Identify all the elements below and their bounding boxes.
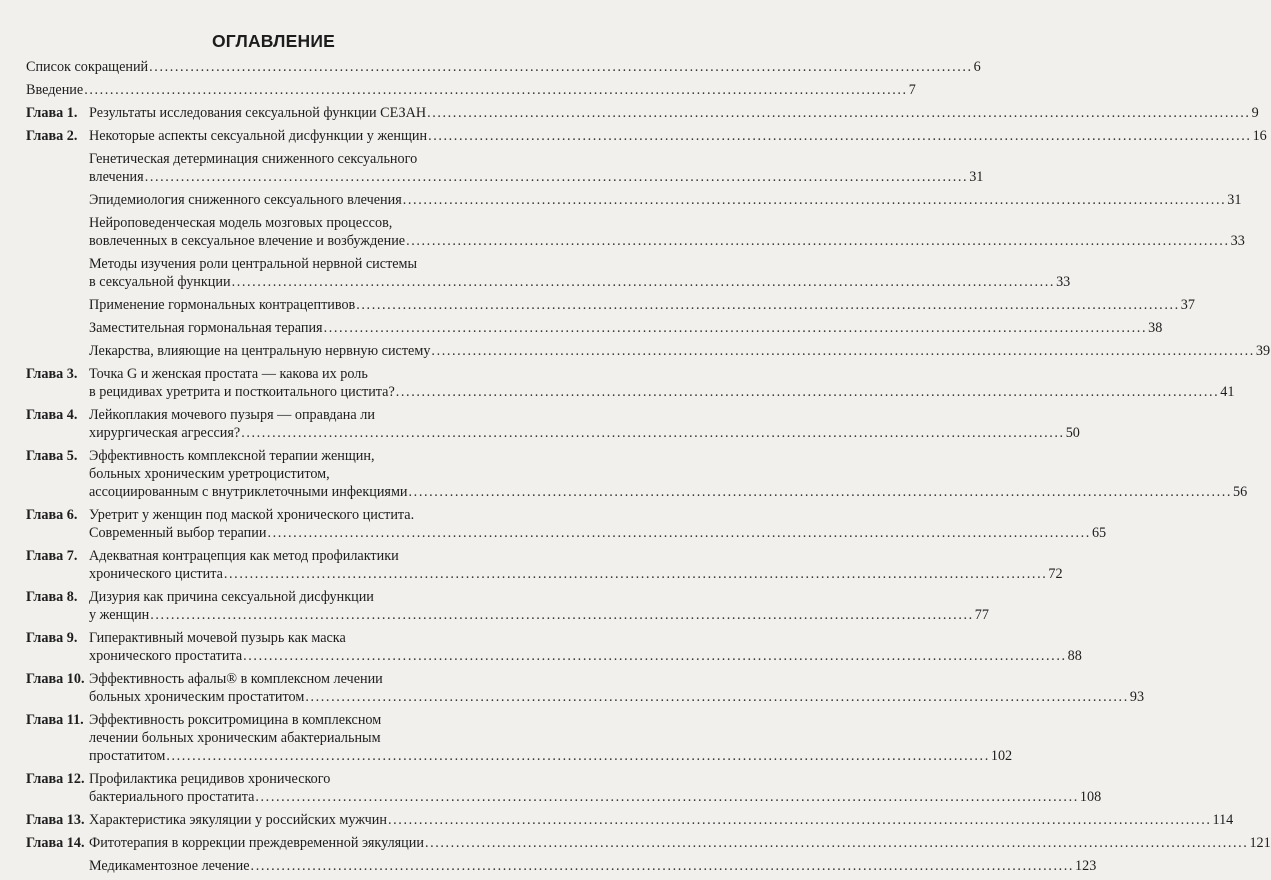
chapter-label: Глава 7.: [26, 548, 78, 564]
entry-title: [89, 342, 1271, 360]
entry-title: [89, 629, 1082, 665]
chapter-label: Глава 13.: [26, 812, 85, 828]
dot-leader: [255, 788, 1079, 806]
entry-line: Медикаментозное лечение: [89, 858, 250, 874]
entry-title: [89, 770, 1102, 806]
entry-title: [89, 296, 1195, 314]
entry-line: Результаты исследования сексуальной функции СЕЗАН: [89, 105, 427, 121]
dot-leader: [232, 273, 1056, 291]
entry-title: [89, 588, 989, 624]
chapter-label: Глава 9.: [26, 630, 78, 646]
entry-line: лечении больных хроническим абактериальным: [89, 730, 381, 746]
dot-leader: [425, 834, 1249, 852]
entry-title: [89, 406, 1080, 442]
entry-title: [89, 811, 1234, 829]
toc-entry[interactable]: [26, 834, 1271, 852]
chapter-label: Глава 10.: [26, 671, 85, 687]
toc-entry[interactable]: [26, 319, 1163, 337]
page-number: 9: [1251, 105, 1259, 121]
dot-leader: [251, 857, 1075, 875]
toc-entry[interactable]: [26, 670, 1145, 706]
dot-leader: [224, 565, 1048, 583]
entry-line: Генетическая детерминация сниженного сексуального: [89, 151, 418, 167]
chapter-label: Глава 1.: [26, 105, 78, 121]
page-number: 37: [1180, 297, 1195, 313]
dot-leader: [396, 383, 1220, 401]
page-number: 72: [1048, 566, 1063, 582]
dot-leader: [428, 127, 1252, 145]
toc-entry[interactable]: [26, 629, 1082, 665]
entry-title: [89, 834, 1271, 852]
entry-line: в сексуальной функции: [89, 274, 231, 290]
dot-leader: [267, 524, 1091, 542]
dot-leader: [149, 58, 973, 76]
entry-title: [89, 506, 1107, 542]
page-number: 123: [1075, 858, 1097, 874]
entry-title: [89, 447, 1248, 501]
toc-entry[interactable]: [26, 770, 1102, 806]
entry-title: [89, 104, 1259, 122]
page-number: 56: [1233, 484, 1248, 500]
entry-line: в рецидивах уретрита и посткоитального цистита?: [89, 384, 395, 400]
dot-leader: [356, 296, 1180, 314]
page-number: 121: [1249, 835, 1271, 851]
entry-title: [89, 319, 1163, 337]
page-number: 38: [1148, 320, 1163, 336]
page-number: 31: [969, 169, 984, 185]
page-number: 65: [1091, 525, 1107, 541]
entry-line: Применение гормональных контрацептивов: [89, 297, 356, 313]
toc-list: [26, 58, 1271, 880]
page-number: 39: [1255, 343, 1271, 359]
toc-entry[interactable]: [26, 342, 1271, 360]
dot-leader: [305, 688, 1129, 706]
page-title: ОГЛАВЛЕНИЕ: [211, 31, 336, 51]
dot-leader: [145, 168, 969, 186]
entry-title: [89, 214, 1245, 250]
entry-line: Эффективность афалы® в комплексном лечении: [89, 671, 383, 687]
page-number: 102: [990, 748, 1013, 764]
page-number: 31: [1227, 192, 1242, 208]
entry-title: [89, 150, 984, 186]
dot-leader: [409, 483, 1233, 501]
entry-line: Методы изучения роли центральной нервной системы: [89, 256, 418, 272]
toc-entry[interactable]: [26, 127, 1267, 145]
entry-line: больных хроническим простатитом: [89, 689, 305, 705]
entry-title: [89, 255, 1071, 291]
entry-line: ассоциированным с внутриклеточными инфекциями: [89, 484, 408, 500]
dot-leader: [166, 747, 990, 765]
dot-leader: [431, 342, 1255, 360]
page-number: 88: [1067, 648, 1082, 664]
dot-leader: [403, 191, 1227, 209]
entry-line: Нейроповеденческая модель мозговых процессов,: [89, 215, 393, 231]
entry-line: влечения: [89, 169, 144, 185]
entry-line: Гиперактивный мочевой пузырь как маска: [89, 630, 346, 646]
chapter-label: Глава 2.: [26, 128, 78, 144]
toc-entry[interactable]: [26, 81, 916, 99]
toc-entry[interactable]: [26, 588, 989, 624]
page-number: 33: [1230, 233, 1245, 249]
entry-line: вовлеченных в сексуальное влечение и возбуждение: [89, 233, 406, 249]
entry-line: простатитом: [89, 748, 166, 764]
toc-entry[interactable]: [26, 506, 1107, 542]
toc-entry[interactable]: [26, 191, 1242, 209]
entry-line: хронического простатита: [89, 648, 243, 664]
entry-line: Заместительная гормональная терапия: [89, 320, 323, 336]
page-number: 41: [1220, 384, 1235, 400]
entry-title: [89, 857, 1097, 875]
entry-title: [26, 58, 981, 76]
toc-entry[interactable]: [26, 150, 984, 186]
entry-line: Лейкоплакия мочевого пузыря — оправдана ли: [89, 407, 375, 423]
toc-entry[interactable]: [26, 365, 1235, 401]
page-number: 77: [974, 607, 989, 623]
chapter-label: Глава 5.: [26, 448, 78, 464]
entry-line: Эффективность рокситромицина в комплексном: [89, 712, 382, 728]
entry-title: [89, 547, 1063, 583]
dot-leader: [406, 232, 1230, 250]
entry-line: Список сокращений: [26, 59, 149, 75]
entry-line: Фитотерапия в коррекции преждевременной эякуляции: [89, 835, 424, 851]
page-number: 114: [1212, 812, 1234, 828]
entry-line: Дизурия как причина сексуальной дисфункции: [89, 589, 374, 605]
entry-line: у женщин: [89, 607, 150, 623]
entry-line: Некоторые аспекты сексуальной дисфункции у женщин: [89, 128, 428, 144]
toc-entry[interactable]: [26, 214, 1245, 250]
page-number: 6: [973, 59, 981, 75]
page-number: 108: [1079, 789, 1102, 805]
entry-line: Эффективность комплексной терапии женщин,: [89, 448, 375, 464]
entry-line: Современный выбор терапии: [89, 525, 267, 541]
chapter-label: Глава 6.: [26, 507, 78, 523]
toc-entry[interactable]: [26, 547, 1063, 583]
entry-line: Введение: [26, 82, 84, 98]
entry-line: Адекватная контрацепция как метод профилактики: [89, 548, 399, 564]
chapter-label: Глава 11.: [26, 712, 84, 728]
entry-line: Профилактика рецидивов хронического: [89, 771, 331, 787]
toc-entry[interactable]: [26, 857, 1097, 875]
dot-leader: [241, 424, 1065, 442]
chapter-label: Глава 3.: [26, 366, 78, 382]
entry-title: [89, 670, 1145, 706]
dot-leader: [84, 81, 908, 99]
chapter-label: Глава 12.: [26, 771, 85, 787]
page-number: 16: [1252, 128, 1267, 144]
page-number: 50: [1065, 425, 1080, 441]
entry-line: Лекарства, влияющие на центральную нервную систему: [89, 343, 431, 359]
entry-line: Характеристика эякуляции у российских мужчин: [89, 812, 387, 828]
toc-entry[interactable]: [26, 104, 1259, 122]
page-number: 93: [1129, 689, 1145, 705]
entry-line: хирургическая агрессия?: [89, 425, 241, 441]
entry-title: [89, 191, 1242, 209]
dot-leader: [388, 811, 1212, 829]
toc-entry[interactable]: [26, 296, 1195, 314]
toc-entry[interactable]: [26, 811, 1234, 829]
entry-title: [89, 127, 1267, 145]
entry-line: бактериального простатита: [89, 789, 255, 805]
entry-title: [26, 81, 916, 99]
page-number: 33: [1056, 274, 1071, 290]
entry-line: Уретрит у женщин под маской хронического цистита.: [89, 507, 415, 523]
chapter-label: Глава 8.: [26, 589, 78, 605]
dot-leader: [427, 104, 1251, 122]
dot-leader: [243, 647, 1067, 665]
entry-line: хронического цистита: [89, 566, 223, 582]
entry-title: [89, 365, 1235, 401]
chapter-label: Глава 14.: [26, 835, 85, 851]
toc-entry[interactable]: [26, 447, 1248, 501]
toc-entry[interactable]: [26, 711, 1013, 765]
toc-entry[interactable]: [26, 58, 981, 76]
chapter-label: Глава 4.: [26, 407, 78, 423]
page-number: 7: [908, 82, 916, 98]
dot-leader: [150, 606, 974, 624]
entry-line: больных хроническим уретроциститом,: [89, 466, 330, 482]
dot-leader: [324, 319, 1148, 337]
entry-line: Точка G и женская простата — какова их роль: [89, 366, 368, 382]
toc-entry[interactable]: [26, 406, 1080, 442]
entry-title: [89, 711, 1013, 765]
entry-line: Эпидемиология сниженного сексуального влечения: [89, 192, 402, 208]
toc-entry[interactable]: [26, 255, 1071, 291]
